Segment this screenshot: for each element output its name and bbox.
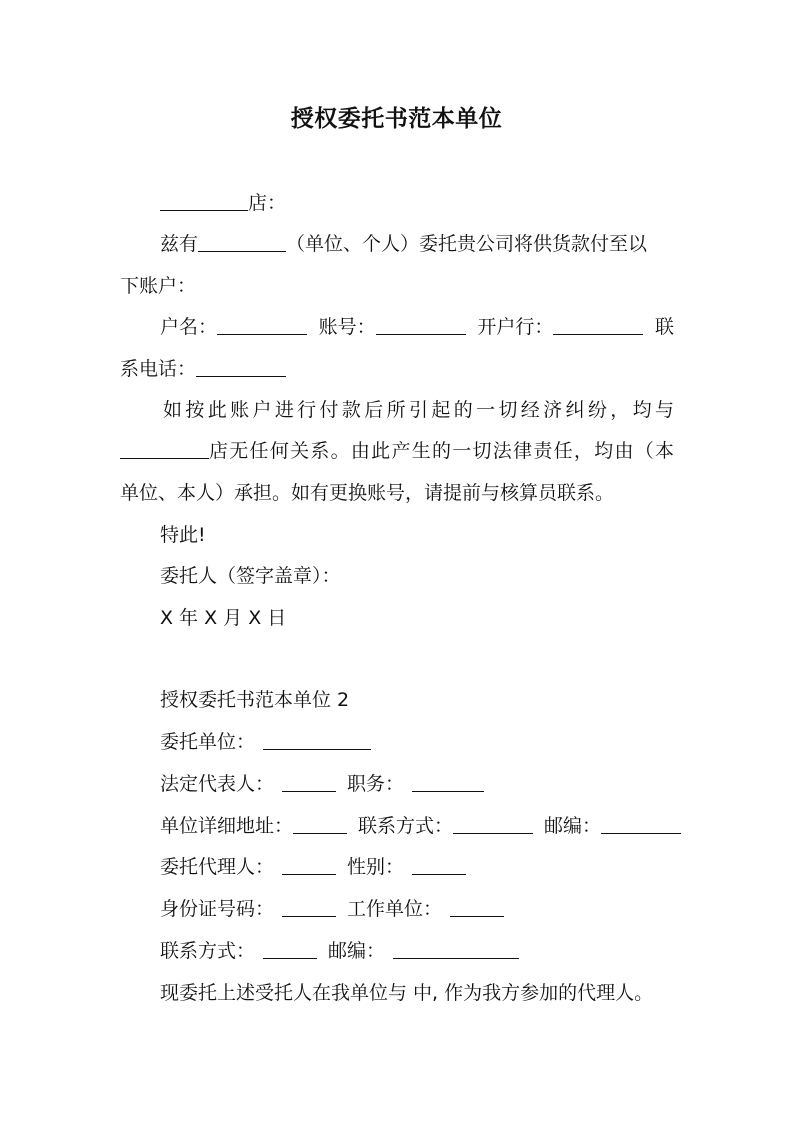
section2-title: 授权委托书范本单位 2 [160, 689, 350, 711]
blank-unit-address[interactable] [293, 813, 347, 834]
date-line: X 年 X 月 X 日 [160, 607, 287, 629]
field-unit-address: 单位详细地址： 联系方式： 邮编： [160, 813, 681, 839]
blank-postcode[interactable] [601, 813, 681, 834]
blank-gender[interactable] [412, 854, 466, 875]
field-agent-contact: 联系方式： 邮编： [160, 938, 519, 964]
blank-agent-contact[interactable] [263, 938, 317, 959]
account-info-line1: 户名： 账号： 开户行： 联 [160, 316, 674, 338]
liability-line2: 店无任何关系。由此产生的一切法律责任，均由（本 [120, 438, 674, 464]
blank-entrusting-party[interactable] [198, 231, 286, 252]
field-agent: 委托代理人： 性别： [160, 854, 466, 880]
blank-entrusting-unit[interactable] [263, 729, 371, 750]
addressee-line: 店： [160, 190, 286, 216]
paragraph-entrust-line1: 兹有 （单位、个人）委托贵公司将供货款付至以 [160, 233, 648, 255]
blank-legal-representative[interactable] [282, 771, 336, 792]
blank-agent-postcode[interactable] [393, 938, 519, 959]
blank-contact-method[interactable] [453, 813, 533, 834]
blank-account-number[interactable] [376, 314, 466, 335]
document-title: 授权委托书范本单位 [290, 106, 503, 132]
blank-store-name-2[interactable] [120, 438, 209, 459]
signature-label: 委托人（签字盖章）： [160, 565, 341, 587]
blank-account-name[interactable] [217, 314, 307, 335]
blank-store-name[interactable] [160, 190, 248, 211]
paragraph-entrust-line2: 下账户： [120, 275, 197, 297]
account-info-line2: 系电话： [120, 356, 286, 382]
blank-work-unit[interactable] [450, 896, 504, 917]
liability-line3: 单位、本人）承担。如有更换账号，请提前与核算员联系。 [120, 482, 615, 504]
field-legal-representative: 法定代表人： 职务： [160, 771, 484, 797]
blank-id-number[interactable] [282, 896, 336, 917]
blank-contact-phone[interactable] [196, 356, 286, 377]
blank-position[interactable] [412, 771, 484, 792]
field-id-number: 身份证号码： 工作单位： [160, 896, 504, 922]
blank-bank-name[interactable] [553, 314, 643, 335]
blank-agent-name[interactable] [282, 854, 336, 875]
liability-line1: 如按此账户进行付款后所引起的一切经济纠纷，均与 [163, 399, 674, 421]
entrustment-statement: 现委托上述受托人在我单位与 中, 作为我方参加的代理人。 [160, 982, 654, 1004]
field-entrusting-unit: 委托单位： [160, 729, 371, 755]
closing-remark: 特此! [160, 524, 206, 546]
